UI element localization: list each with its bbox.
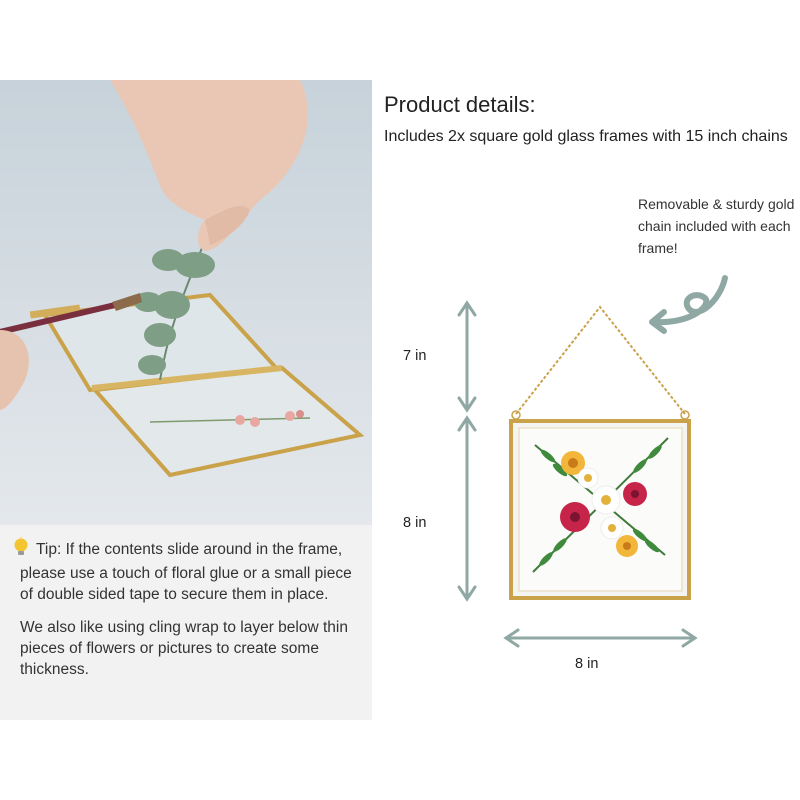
dimension-label-frame-width: 8 in xyxy=(575,656,599,672)
tip-box xyxy=(0,525,372,720)
lightbulb-icon xyxy=(12,537,30,563)
product-photo xyxy=(0,80,372,525)
tip-paragraph xyxy=(20,537,358,605)
dimension-label-frame-height: 8 in xyxy=(403,515,427,531)
frame-diagram xyxy=(380,270,800,670)
chain-callout-text: Removable & sturdy gold chain included with each frame! xyxy=(638,196,795,256)
height-arrow-frame xyxy=(459,418,475,599)
tip-text: If the contents slide around in the frame, please use a touch of floral glue or a small piece of double sided tape to secure them in place. xyxy=(20,541,352,603)
dimension-label-chain-height: 7 in xyxy=(403,348,427,364)
tip-paragraph-2: We also like using cling wrap to layer below thin pieces of flowers or pictures to create some thickness. xyxy=(20,619,348,678)
details-text: Includes 2x square gold glass frames with 15 inch chains xyxy=(384,128,788,145)
curly-arrow-icon xyxy=(655,278,725,322)
tip-label: Tip: xyxy=(36,541,62,558)
details-heading: Product details: xyxy=(384,92,536,117)
height-arrow-top xyxy=(459,303,475,410)
width-arrow xyxy=(506,630,695,646)
